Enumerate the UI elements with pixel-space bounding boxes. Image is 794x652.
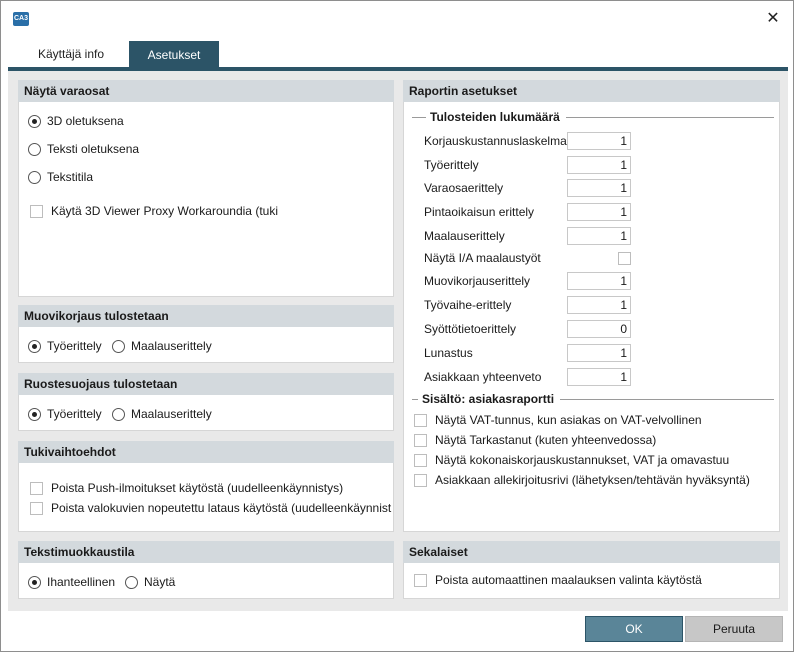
checkbox-show-inspected[interactable]: [414, 433, 656, 447]
checkbox-box: [414, 574, 427, 587]
section-report-settings: [403, 80, 780, 532]
radio-label: Näytä: [144, 575, 176, 589]
section-body: [403, 563, 780, 599]
radio-indicator: [112, 408, 125, 421]
row-label: Lunastus: [424, 346, 473, 360]
checkbox-label: Asiakkaan allekirjoitusrivi (lähetyksen/tehtävän hyväksyntä): [435, 473, 750, 487]
checkbox-box: [414, 454, 427, 467]
checkbox-label: Näytä Tarkastanut (kuten yhteenvedossa): [435, 433, 657, 447]
checkbox-label: Poista Push-ilmoitukset käytöstä (uudelleenkäynnistys): [51, 481, 344, 495]
heading-text: Sisältö: asiakasraportti: [422, 392, 555, 406]
ok-button[interactable]: OK: [585, 616, 683, 642]
checkbox-box: [414, 434, 427, 447]
count-field-surface-spec[interactable]: 1: [567, 203, 631, 221]
radio-indicator: [112, 340, 125, 353]
section-title: Näytä varaosat: [18, 80, 394, 102]
radio-indicator: [28, 143, 41, 156]
checkbox-show-ia-paint[interactable]: [618, 252, 631, 265]
count-field-work-spec[interactable]: 1: [567, 156, 631, 174]
radio-indicator: [125, 576, 138, 589]
title-bar: [1, 1, 793, 37]
section-text-edit-mode: [18, 541, 394, 599]
section-body: [18, 327, 394, 363]
tab-settings[interactable]: Asetukset: [129, 41, 219, 69]
checkbox-label: Näytä VAT-tunnus, kun asiakas on VAT-velvollinen: [435, 413, 702, 427]
app-icon: CA3: [13, 12, 29, 26]
radio-3d-default[interactable]: [28, 114, 124, 128]
count-field-customer-summary[interactable]: 1: [567, 368, 631, 386]
checkbox-box: [414, 474, 427, 487]
section-body: [18, 463, 394, 532]
count-field-redemption[interactable]: 1: [567, 344, 631, 362]
checkbox-disable-auto-paint-select[interactable]: [414, 573, 702, 587]
checkbox-box: [30, 502, 43, 515]
heading-text: Tulosteiden lukumäärä: [430, 110, 560, 124]
checkbox-label: Näytä kokonaiskorjauskustannukset, VAT ja omavastuu: [435, 453, 730, 467]
radio-label: Maalauserittely: [131, 407, 212, 421]
section-body: [18, 563, 394, 599]
row-label: Korjauskustannuslaskelma: [424, 134, 567, 148]
row-label: Muovikorjauserittely: [424, 274, 531, 288]
section-title: Raportin asetukset: [403, 80, 780, 102]
row-label: Työvaihe-erittely: [424, 298, 512, 312]
radio-text-default[interactable]: [28, 142, 139, 156]
radio-indicator: [28, 340, 41, 353]
row-label: Työerittely: [424, 158, 479, 172]
radio-indicator: [28, 171, 41, 184]
checkbox-box: [30, 205, 43, 218]
radio-text-mode[interactable]: [28, 170, 93, 184]
section-show-parts: [18, 80, 394, 297]
radio-label: 3D oletuksena: [47, 114, 124, 128]
checkbox-box: [30, 482, 43, 495]
checkbox-label: Poista automaattinen maalauksen valinta käytöstä: [435, 573, 702, 587]
radio-indicator: [28, 576, 41, 589]
checkbox-label: Käytä 3D Viewer Proxy Workaroundia (tuki: [51, 204, 278, 218]
checkbox-disable-push[interactable]: [30, 481, 343, 495]
radio-indicator: [28, 115, 41, 128]
content-heading: [412, 392, 774, 406]
checkbox-3d-viewer-proxy[interactable]: [30, 204, 278, 218]
section-body: [403, 102, 780, 532]
heading-rule: [412, 399, 418, 400]
settings-panel: [8, 71, 788, 611]
count-field-repair-cost-calc[interactable]: 1: [567, 132, 631, 150]
radio-indicator: [28, 408, 41, 421]
radio-rust-paint-spec[interactable]: [112, 407, 212, 421]
heading-rule: [412, 117, 426, 118]
checkbox-box: [414, 414, 427, 427]
count-field-paint-spec[interactable]: 1: [567, 227, 631, 245]
tab-user-info[interactable]: Käyttäjä info: [37, 47, 105, 61]
section-rust-protection: [18, 373, 394, 431]
heading-rule: [560, 399, 774, 400]
tab-strip: [1, 41, 793, 69]
radio-label: Tekstitila: [47, 170, 94, 184]
section-title: Tukivaihtoehdot: [18, 441, 394, 463]
radio-rust-work-spec[interactable]: [28, 407, 102, 421]
checkbox-show-vat-id[interactable]: [414, 413, 702, 427]
radio-ideal[interactable]: [28, 575, 115, 589]
radio-plastic-paint-spec[interactable]: [112, 339, 212, 353]
section-title: Sekalaiset: [403, 541, 780, 563]
count-field-input-data[interactable]: 0: [567, 320, 631, 338]
radio-label: Työerittely: [47, 339, 102, 353]
row-label: Syöttötietoerittely: [424, 322, 517, 336]
count-field-plastic-spec[interactable]: 1: [567, 272, 631, 290]
radio-label: Ihanteellinen: [47, 575, 116, 589]
section-plastic-repair: [18, 305, 394, 363]
row-label: Asiakkaan yhteenveto: [424, 370, 542, 384]
section-body: [18, 102, 394, 297]
row-label: Maalauserittely: [424, 229, 505, 243]
close-icon[interactable]: ✕: [766, 10, 780, 27]
section-misc: [403, 541, 780, 599]
section-title: Tekstimuokkaustila: [18, 541, 394, 563]
section-title: Ruostesuojaus tulostetaan: [18, 373, 394, 395]
row-label: Näytä I/A maalaustyöt: [424, 251, 541, 265]
row-label: Varaosaerittely: [424, 181, 504, 195]
section-support-options: [18, 441, 394, 532]
radio-label: Teksti oletuksena: [47, 142, 140, 156]
cancel-button[interactable]: Peruuta: [685, 616, 783, 642]
count-field-work-phase[interactable]: 1: [567, 296, 631, 314]
radio-plastic-work-spec[interactable]: [28, 339, 102, 353]
section-title: Muovikorjaus tulostetaan: [18, 305, 394, 327]
section-body: [18, 395, 394, 431]
count-field-parts-spec[interactable]: 1: [567, 179, 631, 197]
checkbox-show-total-costs[interactable]: [414, 453, 729, 467]
radio-label: Maalauserittely: [131, 339, 212, 353]
print-count-heading: [412, 110, 774, 124]
heading-rule: [566, 117, 774, 118]
checkbox-customer-signature[interactable]: [414, 473, 750, 487]
row-label: Pintaoikaisun erittely: [424, 205, 535, 219]
radio-show[interactable]: [125, 575, 175, 589]
checkbox-disable-photo-fast-load[interactable]: [30, 501, 391, 515]
radio-label: Työerittely: [47, 407, 102, 421]
checkbox-label: Poista valokuvien nopeutettu lataus käytöstä (uudelleenkäynnist: [51, 501, 392, 515]
